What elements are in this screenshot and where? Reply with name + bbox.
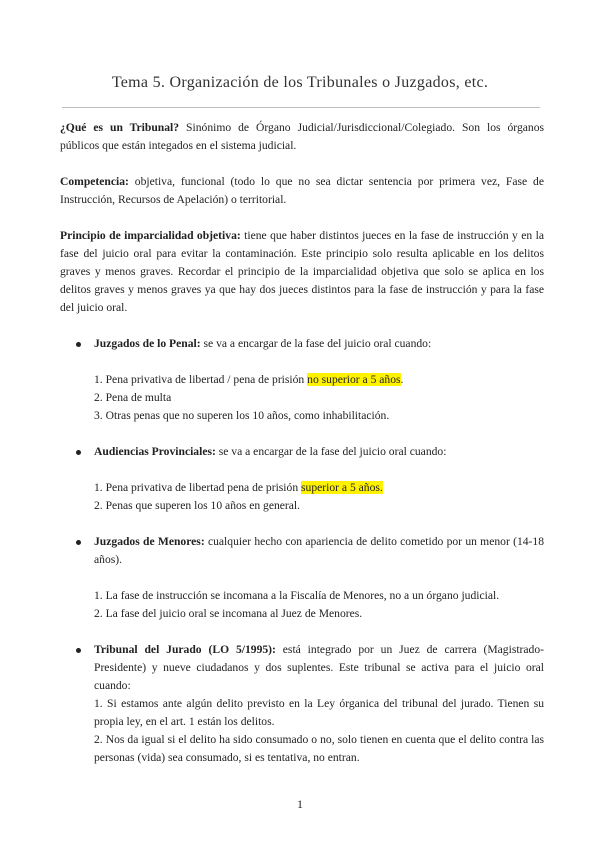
competencia-paragraph — [60, 173, 544, 209]
jurado-item-2: 2. Nos da igual si el delito ha sido consumado o no, solo tienen en cuenta que el delito contra las personas (vida) sea consumado, si es tentativa, no entran. — [94, 733, 544, 764]
penal-text: se va a encargar de la fase del juicio oral cuando: — [200, 337, 432, 350]
audiencias-item-1 — [94, 479, 544, 497]
principio-term: Principio de imparcialidad objetiva: — [60, 229, 241, 242]
audiencias-section — [60, 443, 544, 515]
jurado-heading — [94, 641, 544, 695]
menores-term: Juzgados de Menores: — [94, 535, 205, 548]
menores-list — [94, 587, 544, 623]
penal-item-1 — [94, 371, 544, 389]
audiencias-text: se va a encargar de la fase del juicio oral cuando: — [215, 445, 447, 458]
jurado-item-1: 1. Si estamos ante algún delito previsto en la Ley órganica del tribunal del jurado. Tienen su propia ley, en el art. 1 están los delitos. — [94, 697, 544, 728]
tribunal-text: Sinónimo de Órgano Judicial/Jurisdiccional/Colegiado. Son los órganos públicos que están integados en el sistema judicial. — [60, 121, 544, 152]
penal-item-1-text: 1. Pena privativa de libertad / pena de prisión — [94, 373, 308, 386]
competencia-text: objetiva, funcional (todo lo que no sea dictar sentencia por primera vez, Fase de Instrucción, Recursos de Apelación) o territorial. — [60, 175, 544, 206]
audiencias-item-1-highlight: superior a 5 años. — [301, 481, 383, 494]
jurado-text: está integrado por un Juez de carrera (Magistrado-Presidente) y nueve ciudadanos y dos suplentes. Este tribunal se activa para el juicio oral cuando: — [94, 643, 545, 692]
audiencias-term: Audiencias Provinciales: — [94, 445, 216, 458]
bullet-icon — [76, 450, 81, 455]
menores-heading — [94, 533, 544, 569]
audiencias-item-2: 2. Penas que superen los 10 años en general. — [94, 499, 301, 512]
tribunal-term: ¿Qué es un Tribunal? — [60, 121, 180, 134]
penal-item-2: 2. Pena de multa — [94, 391, 172, 404]
bullet-icon — [76, 342, 81, 347]
penal-item-1-highlight: no superior a 5 años — [307, 373, 401, 386]
menores-text: cualquier hecho con apariencia de delito cometido por un menor (14-18 años). — [94, 535, 544, 566]
principio-paragraph — [60, 227, 544, 317]
bullet-icon — [76, 648, 81, 653]
audiencias-list — [94, 479, 544, 515]
competencia-term: Competencia: — [60, 175, 129, 188]
penal-item-1-end: . — [400, 373, 404, 386]
penal-item-3: 3. Otras penas que no superen los 10 años, como inhabilitación. — [94, 409, 390, 422]
penal-heading — [94, 335, 544, 353]
principio-text: tiene que haber distintos jueces en la fase de instrucción y en la fase del juicio oral para evitar la contaminación. Este principio solo resulta aplicable en los delitos graves y menos graves. Recordar el principio de la imparcialidad objetiva que solo se aplica en los delitos graves y menos graves ya que hay dos jueces distintos para la fase de instrucción y para la fase del juicio oral. — [60, 229, 544, 314]
document-body — [60, 119, 544, 767]
title-divider — [62, 107, 540, 108]
menores-section — [60, 533, 544, 623]
jurado-section — [60, 641, 544, 767]
tribunal-paragraph — [60, 119, 544, 155]
audiencias-heading — [94, 443, 544, 461]
page-number: 1 — [297, 797, 303, 811]
audiencias-item-1-text: 1. Pena privativa de libertad pena de prisión — [94, 481, 302, 494]
jurado-list — [94, 695, 544, 767]
penal-term: Juzgados de lo Penal: — [94, 337, 201, 350]
penal-section — [60, 335, 544, 425]
page-title: Tema 5. Organización de los Tribunales o Juzgados, etc. — [111, 74, 489, 91]
menores-item-1: 1. La fase de instrucción se incomana a la Fiscalía de Menores, no a un órgano judicial. — [94, 589, 500, 602]
menores-item-2: 2. La fase del juicio oral se incomana al Juez de Menores. — [94, 607, 363, 620]
bullet-icon — [76, 540, 81, 545]
penal-list — [94, 371, 544, 425]
jurado-term: Tribunal del Jurado (LO 5/1995): — [94, 643, 276, 656]
